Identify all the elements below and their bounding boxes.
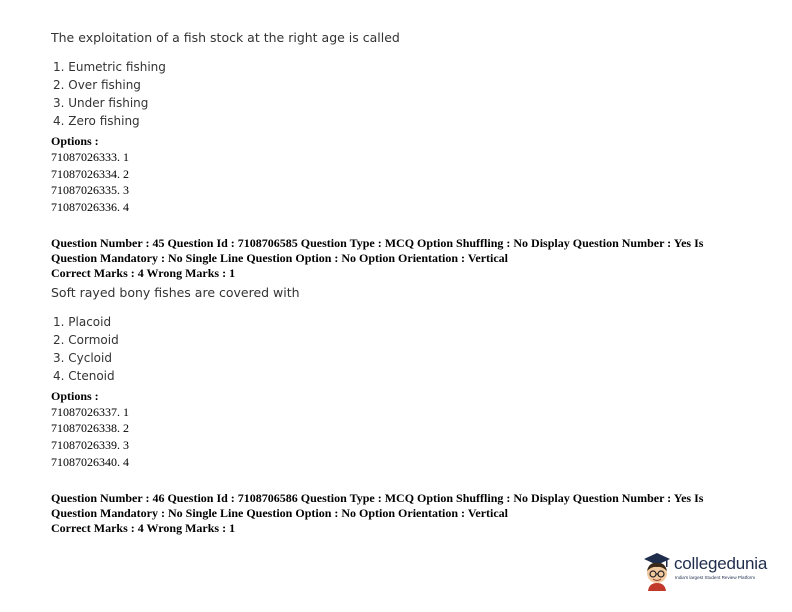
question-44-choice-3: 3. Under fishing (53, 96, 149, 110)
logo-name: collegedunia (674, 554, 768, 573)
question-45-options-label: Options : (51, 389, 99, 403)
question-45-option-id-2: 71087026338. 2 (51, 421, 129, 435)
question-46-meta: Question Number : 46 Question Id : 7108706586 Question Type : MCQ Option Shuffling : No Display Question Number : Yes Is Question Mandatory : No Single Line Question Option : No Option Orientation : Vertical (51, 491, 704, 520)
question-44-option-id-2: 71087026334. 2 (51, 167, 129, 181)
collegedunia-logo (640, 551, 780, 591)
question-44-option-id-3: 71087026335. 3 (51, 183, 129, 197)
logo-tagline: India's largest Student Review Platform (675, 575, 756, 580)
question-44-text: The exploitation of a fish stock at the right age is called (51, 30, 400, 45)
question-46-marks: Correct Marks : 4 Wrong Marks : 1 (51, 521, 236, 535)
question-45-choice-3: 3. Cycloid (53, 351, 112, 365)
question-45-option-id-4: 71087026340. 4 (51, 455, 129, 469)
question-44-options-label: Options : (51, 134, 99, 148)
question-44-choice-2: 2. Over fishing (53, 78, 141, 92)
question-45-meta: Question Number : 45 Question Id : 7108706585 Question Type : MCQ Option Shuffling : No Display Question Number : Yes Is Question Mandatory : No Single Line Question Option : No Option Orientation : Vertical (51, 236, 704, 265)
question-45-choice-4: 4. Ctenoid (53, 369, 115, 383)
question-45-option-id-1: 71087026337. 1 (51, 405, 129, 419)
question-44-choice-1: 1. Eumetric fishing (53, 60, 166, 74)
mascot-icon (640, 551, 674, 591)
question-45-text: Soft rayed bony fishes are covered with (51, 285, 300, 300)
question-44-option-id-4: 71087026336. 4 (51, 200, 129, 214)
question-44-option-id-1: 71087026333. 1 (51, 150, 129, 164)
question-45-choice-1: 1. Placoid (53, 315, 112, 329)
question-45-option-id-3: 71087026339. 3 (51, 438, 129, 452)
question-45-marks: Correct Marks : 4 Wrong Marks : 1 (51, 266, 236, 280)
question-45-choice-2: 2. Cormoid (53, 333, 119, 347)
question-44-choice-4: 4. Zero fishing (53, 114, 140, 128)
